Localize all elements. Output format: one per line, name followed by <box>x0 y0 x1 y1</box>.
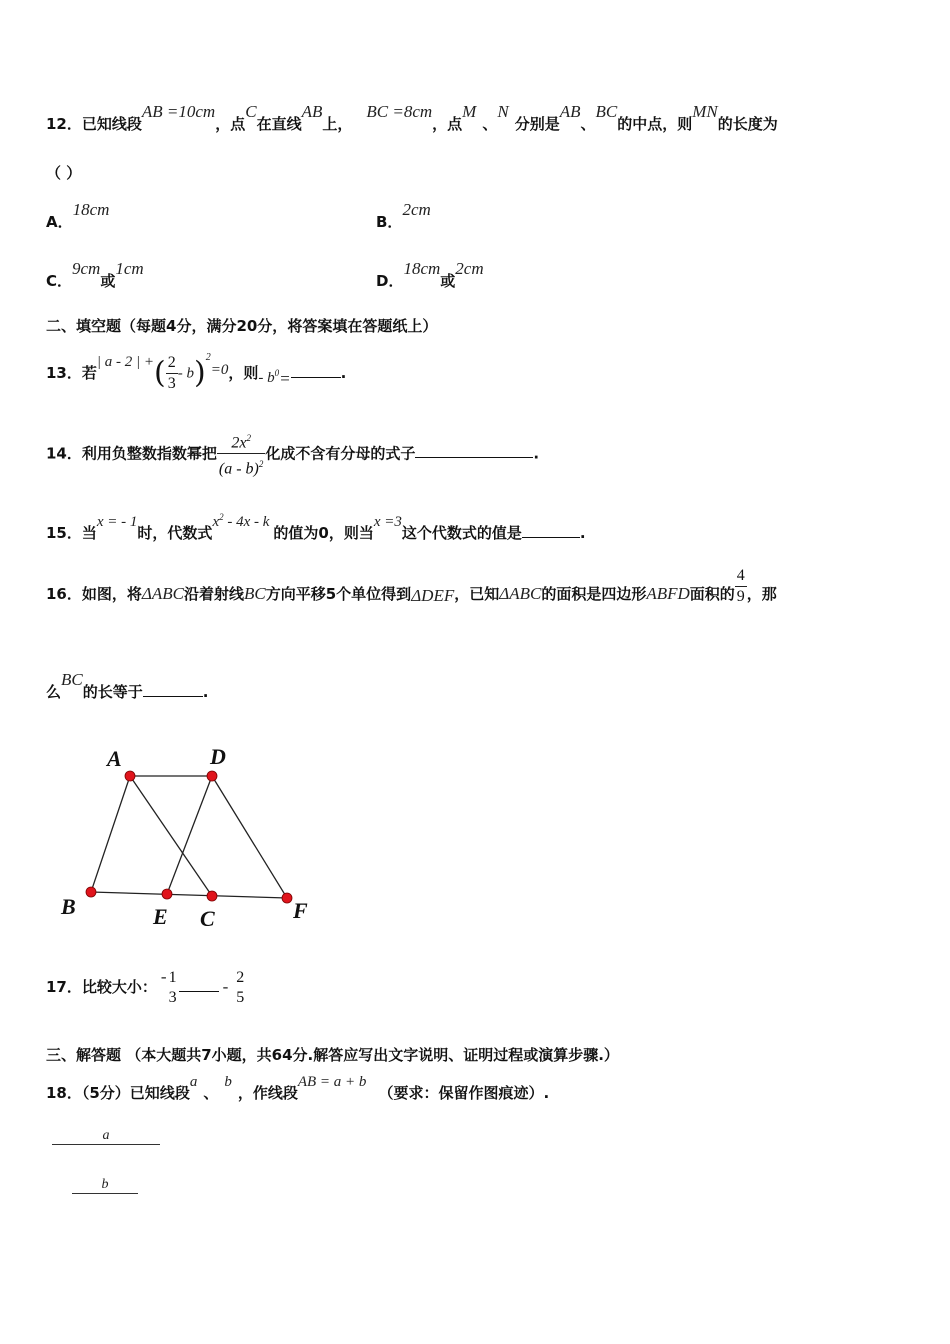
point-e <box>162 889 172 899</box>
segment-de <box>167 776 212 894</box>
q12-answer-paren: （ ） <box>46 164 82 182</box>
section-2-heading: 二、填空题（每题4分，满分20分，将答案填在答题纸上） <box>46 317 438 335</box>
q16-line-1: 16．如图，将ΔABC沿着射线BC方向平移5个单位得到ΔDEF，已知ΔABC的面积是四边形ABFD面积的 $\frac{4}{9}$ ，那 <box>46 567 777 605</box>
q12-option-a[interactable]: A．18cm <box>46 200 110 231</box>
q12-option-c[interactable]: C．9cm或1cm <box>46 259 144 290</box>
q16-answer-blank[interactable] <box>143 682 203 697</box>
section-3-heading: 三、解答题 （本大题共7小题，共64分.解答应写出文字说明、证明过程或演算步骤.） <box>46 1046 619 1064</box>
point-f <box>282 893 292 903</box>
q12-number: 12． <box>46 115 82 133</box>
q12-line: 12．已知线段AB =10cm，点C在直线AB上，BC =8cm，点M、N分别是AB、BC的中点，则MN的长度为 <box>46 102 778 133</box>
point-a <box>125 771 135 781</box>
q12-option-b[interactable]: B．2cm <box>376 200 431 231</box>
q15-answer-blank[interactable] <box>522 523 580 538</box>
q16-line-2: 么BC的长等于 . <box>46 670 209 701</box>
q14-line: 14．利用负整数指数幂把 $\frac{2x^2}{(a - b)^2}$ 化成不含有分母的式子 . <box>46 433 540 478</box>
q16-figure <box>55 738 335 938</box>
point-c <box>207 891 217 901</box>
segment-b: b <box>72 1173 138 1194</box>
segment-bf <box>91 892 287 898</box>
label-a: A <box>107 746 122 771</box>
label-b: B <box>61 894 76 919</box>
label-f: F <box>293 898 308 923</box>
point-d <box>207 771 217 781</box>
segment-a: a <box>52 1124 160 1145</box>
q14-answer-blank[interactable] <box>415 443 533 458</box>
q18-line: 18．（5分）已知线段a、b，作线段AB = a + b（要求：保留作图痕迹）. <box>46 1074 550 1102</box>
segment-ab <box>91 776 130 892</box>
label-d: D <box>210 744 226 769</box>
q13-answer-blank[interactable] <box>291 363 341 378</box>
label-c: C <box>200 906 215 931</box>
q17-line: 17．比较大小：- 1 3 - 2 5 <box>46 967 245 1006</box>
q15-line: 15．当x = - 1时，代数式$x^2 - 4x$ - k的值为0，则当x =3这个代数式的值是 . <box>46 512 586 542</box>
q17-answer-blank[interactable] <box>179 977 219 992</box>
segment-df <box>212 776 287 898</box>
q12-option-d[interactable]: D．18cm或2cm <box>376 259 484 290</box>
q13-line: 13．若| a - 2 | +( $\frac{2}{3}$ - b)$^2$=0，则- b0= . <box>46 352 347 392</box>
label-e: E <box>153 904 168 929</box>
point-b <box>86 887 96 897</box>
segment-ac <box>130 776 212 896</box>
